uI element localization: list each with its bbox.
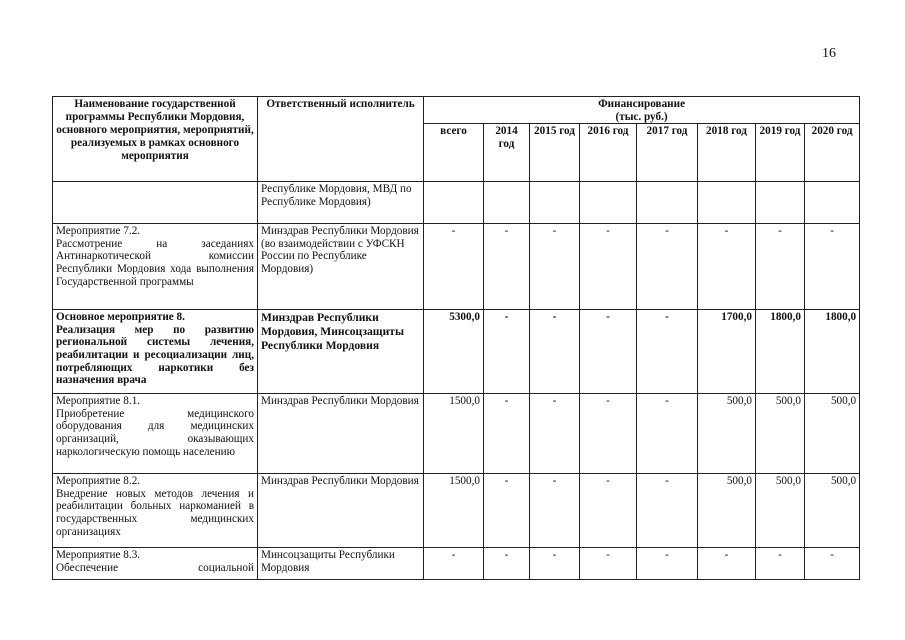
row-name-cell [53, 310, 258, 394]
row-name: Обеспечение социальной [56, 561, 254, 574]
financing-table [52, 96, 860, 580]
value-total: 5300,0 [424, 310, 484, 394]
value-2014 [484, 182, 530, 224]
row-name: Реализация мер по развитию региональной системы лечения, реабилитации и ресоциализации лиц, потребляющих наркотики без назначения врача [56, 323, 254, 387]
table-row [53, 310, 860, 394]
value-2019: 500,0 [756, 394, 805, 474]
value-2014: - [484, 224, 530, 310]
table-row [53, 548, 860, 580]
subcol-2016: 2016 год [580, 124, 637, 182]
subcol-2014: 2014 год [484, 124, 530, 182]
value-2014: - [484, 474, 530, 548]
value-2016 [580, 182, 637, 224]
value-2015 [530, 182, 580, 224]
row-responsible: Минсоцзащиты Республики Мордовия [258, 548, 424, 580]
header-row [53, 97, 860, 124]
row-title: Основное мероприятие 8. [56, 311, 185, 324]
value-2018: 500,0 [698, 394, 756, 474]
row-responsible: Минздрав Республики Мордовия (во взаимодействии с УФСКН России по Республике Мордовия) [258, 224, 424, 310]
value-2019: 500,0 [756, 474, 805, 548]
row-title: Мероприятие 8.1. [56, 395, 141, 408]
row-name: Рассмотрение на заседаниях Антинаркотической комиссии Республики Мордовия хода выполнения Государственной программы [56, 237, 254, 288]
value-2020 [805, 182, 860, 224]
value-2015: - [530, 224, 580, 310]
header-financing [424, 97, 860, 124]
subcol-2019: 2019 год [756, 124, 805, 182]
page-number: 16 [822, 46, 836, 61]
value-2017: - [637, 474, 698, 548]
value-total: - [424, 548, 484, 580]
value-2018 [698, 182, 756, 224]
value-2016: - [580, 224, 637, 310]
table-row [53, 394, 860, 474]
value-2020: 500,0 [805, 394, 860, 474]
row-title: Мероприятие 8.3. [56, 549, 141, 562]
row-responsible: Республике Мордовия, МВД по Республике Мордовия) [258, 182, 424, 224]
value-total [424, 182, 484, 224]
value-2017 [637, 182, 698, 224]
row-name [53, 182, 258, 224]
value-total: 1500,0 [424, 474, 484, 548]
row-responsible: Минздрав Республики Мордовия [258, 474, 424, 548]
value-2016: - [580, 548, 637, 580]
value-2016: - [580, 394, 637, 474]
value-2018: - [698, 224, 756, 310]
value-2017: - [637, 394, 698, 474]
value-2017: - [637, 310, 698, 394]
value-2020: 500,0 [805, 474, 860, 548]
row-title: Мероприятие 7.2. [56, 225, 141, 238]
financing-unit: (тыс. руб.) [615, 110, 668, 123]
table-row [53, 224, 860, 310]
row-responsible: Минздрав Республики Мордовия, Минсоцзащиты Республики Мордовия [258, 310, 424, 394]
value-2015: - [530, 394, 580, 474]
value-2020: - [805, 548, 860, 580]
row-name-cell [53, 394, 258, 474]
value-2019: - [756, 548, 805, 580]
value-2015: - [530, 548, 580, 580]
value-2014: - [484, 394, 530, 474]
subcol-2020: 2020 год [805, 124, 860, 182]
value-2016: - [580, 310, 637, 394]
value-2014: - [484, 548, 530, 580]
subcol-total: всего [424, 124, 484, 182]
row-name-cell [53, 474, 258, 548]
row-title: Мероприятие 8.2. [56, 475, 141, 488]
value-2019: 1800,0 [756, 310, 805, 394]
value-2017: - [637, 548, 698, 580]
row-name: Приобретение медицинского оборудования для медицинских организаций, оказывающих наркологическую помощь населению [56, 407, 254, 458]
value-2020: - [805, 224, 860, 310]
value-total: 1500,0 [424, 394, 484, 474]
value-2015: - [530, 474, 580, 548]
table-row [53, 182, 860, 224]
subcol-2015: 2015 год [530, 124, 580, 182]
value-2017: - [637, 224, 698, 310]
row-name: Внедрение новых методов лечения и реабилитации больных наркоманией в государственных медицинских организациях [56, 487, 254, 538]
header-responsible: Ответственный исполнитель [258, 97, 424, 182]
financing-title: Финансирование [598, 98, 686, 110]
row-responsible: Минздрав Республики Мордовия [258, 394, 424, 474]
row-name-cell [53, 224, 258, 310]
value-2019: - [756, 224, 805, 310]
subcol-2018: 2018 год [698, 124, 756, 182]
row-name-cell [53, 548, 258, 580]
value-total: - [424, 224, 484, 310]
value-2015: - [530, 310, 580, 394]
value-2018: - [698, 548, 756, 580]
value-2014: - [484, 310, 530, 394]
value-2019 [756, 182, 805, 224]
value-2018: 1700,0 [698, 310, 756, 394]
value-2020: 1800,0 [805, 310, 860, 394]
table-row [53, 474, 860, 548]
value-2018: 500,0 [698, 474, 756, 548]
value-2016: - [580, 474, 637, 548]
header-name: Наименование государственной программы Республики Мордовия, основного мероприятия, мероприятий, реализуемых в рамках основного мероприятия [53, 97, 258, 182]
subcol-2017: 2017 год [637, 124, 698, 182]
